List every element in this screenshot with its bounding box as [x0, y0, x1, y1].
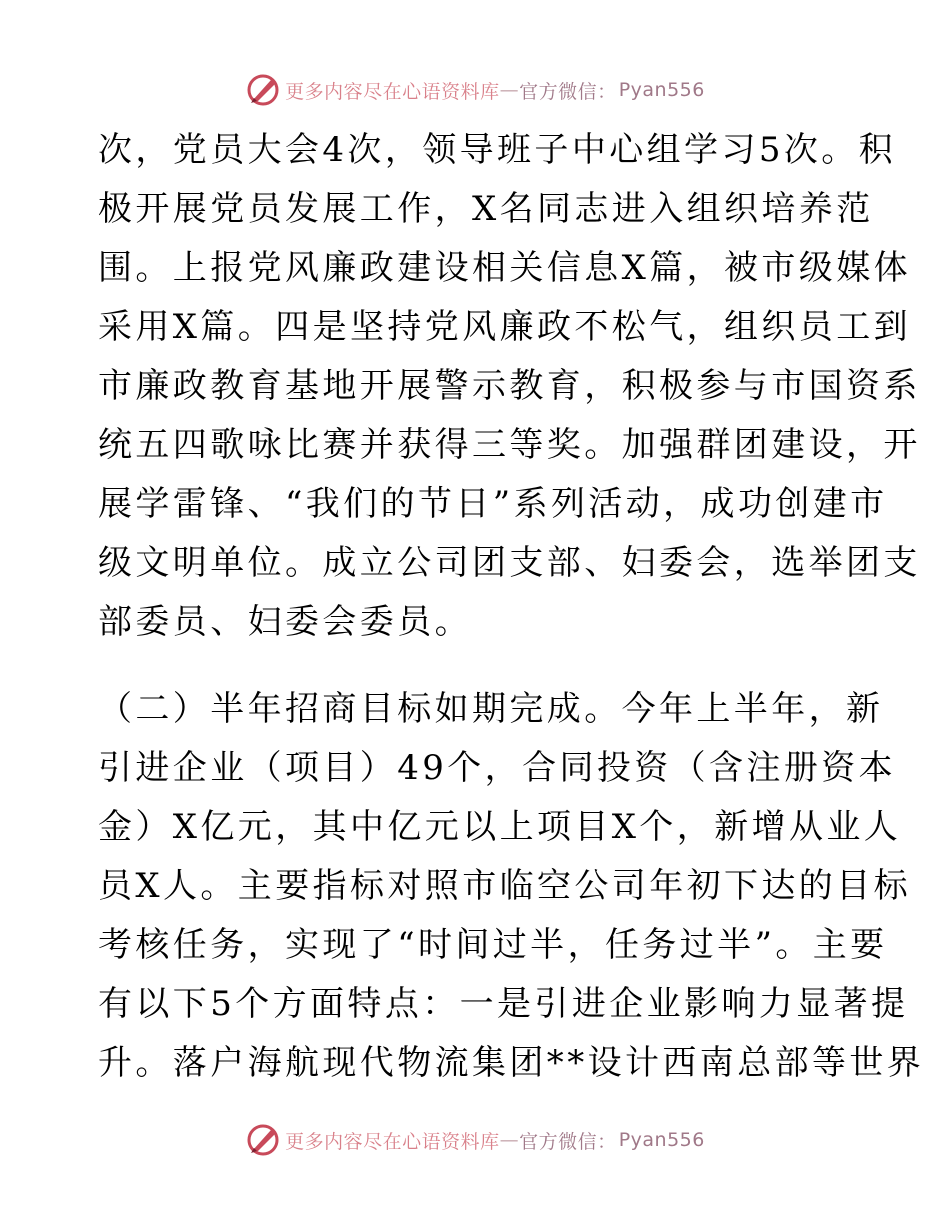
watermark-main-text: 更多内容尽在心语资料库: [285, 1130, 500, 1153]
watermark-dash: —: [499, 79, 520, 101]
watermark-wechat-id: Pyan556: [618, 1129, 705, 1151]
text-line: （二）半年招商目标如期完成。今年上半年，新: [98, 689, 884, 729]
watermark-main-text: 更多内容尽在心语资料库: [285, 80, 500, 103]
watermark-wechat-label: 官方微信：: [519, 1130, 617, 1153]
paragraph-party-building: [98, 121, 921, 652]
text-line: 市廉政教育基地开展警示教育，积极参与市国资系: [98, 366, 921, 406]
text-line: 统五四歌咏比赛并获得三等奖。加强群团建设，开: [98, 425, 921, 465]
watermark-dash: —: [499, 1129, 520, 1151]
text-line: 围。上报党风廉政建设相关信息X篇，被市级媒体: [98, 248, 912, 288]
text-line: 展学雷锋、“我们的节日”系列活动，成功创建市: [98, 484, 888, 524]
paragraph-gap: [98, 652, 858, 680]
text-line: 部委员、妇委会委员。: [98, 602, 472, 642]
text-line: 考核任务，实现了“时间过半，任务过半”。主要: [98, 925, 888, 965]
text-line: 有以下5个方面特点：一是引进企业影响力显著提: [98, 984, 909, 1024]
text-line: 升。落户海航现代物流集团**设计西南总部等世界: [98, 1043, 925, 1083]
pen-logo-icon: [245, 1122, 281, 1158]
text-line: 员X人。主要指标对照市临空公司年初下达的目标: [98, 866, 912, 906]
text-line: 极开展党员发展工作，X名同志进入组织培养范: [98, 189, 874, 229]
text-line: 引进企业（项目）49个，合同投资（含注册资本: [98, 748, 897, 788]
header-watermark: [0, 70, 950, 110]
pen-logo-icon: [245, 72, 281, 108]
watermark-wechat-id: Pyan556: [618, 79, 705, 101]
text-line: 次，党员大会4次，领导班子中心组学习5次。积: [98, 130, 897, 170]
text-line: 级文明单位。成立公司团支部、妇委会，选举团支: [98, 543, 921, 583]
watermark-wechat-label: 官方微信：: [519, 80, 617, 103]
paragraph-investment-targets: [98, 680, 925, 1093]
footer-watermark: [0, 1120, 950, 1160]
document-body: [98, 121, 925, 1093]
text-line: 采用X篇。四是坚持党风廉政不松气，组织员工到: [98, 307, 912, 347]
text-line: 金）X亿元，其中亿元以上项目X个，新增从业人: [98, 807, 902, 847]
